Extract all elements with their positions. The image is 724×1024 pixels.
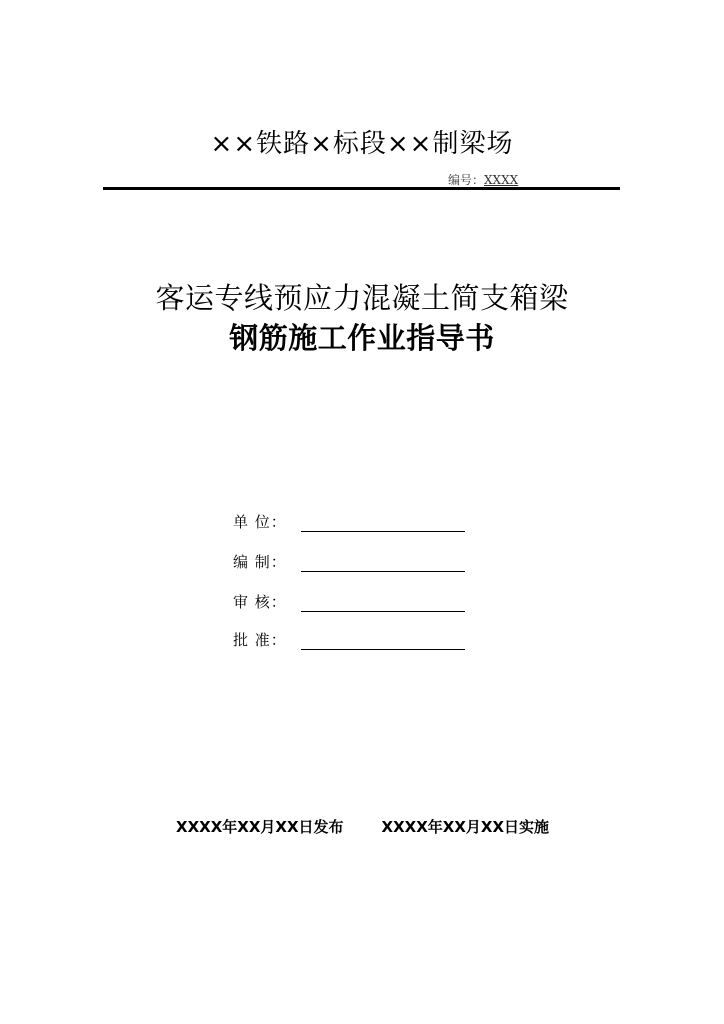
field-approved-by-blank bbox=[301, 631, 465, 650]
document-title-line-1: 客运专线预应力混凝土简支箱梁 bbox=[155, 281, 569, 315]
document-code bbox=[448, 172, 518, 188]
publish-date: XXXX年XX月XX日发布 bbox=[176, 818, 344, 836]
field-unit bbox=[233, 508, 465, 532]
field-prepared-by bbox=[233, 548, 465, 572]
field-reviewed-by-blank bbox=[301, 593, 465, 612]
field-reviewed-by bbox=[233, 588, 465, 612]
field-prepared-by-blank bbox=[301, 553, 465, 572]
field-unit-label: 单 位： bbox=[233, 513, 287, 531]
header-divider bbox=[103, 187, 620, 190]
date-line bbox=[176, 815, 576, 839]
organization-title: ××铁路×标段××制梁场 bbox=[210, 129, 514, 159]
field-reviewed-by-label: 审 核： bbox=[233, 593, 287, 611]
document-title-line-2: 钢筋施工作业指导书 bbox=[229, 321, 495, 355]
field-approved-by bbox=[233, 626, 465, 650]
document-code-value: XXXX bbox=[484, 173, 519, 187]
field-unit-blank bbox=[301, 513, 465, 532]
field-approved-by-label: 批 准： bbox=[233, 631, 287, 649]
implement-date: XXXX年XX月XX日实施 bbox=[381, 818, 550, 836]
document-code-label: 编号： bbox=[448, 173, 485, 187]
field-prepared-by-label: 编 制： bbox=[233, 553, 287, 571]
